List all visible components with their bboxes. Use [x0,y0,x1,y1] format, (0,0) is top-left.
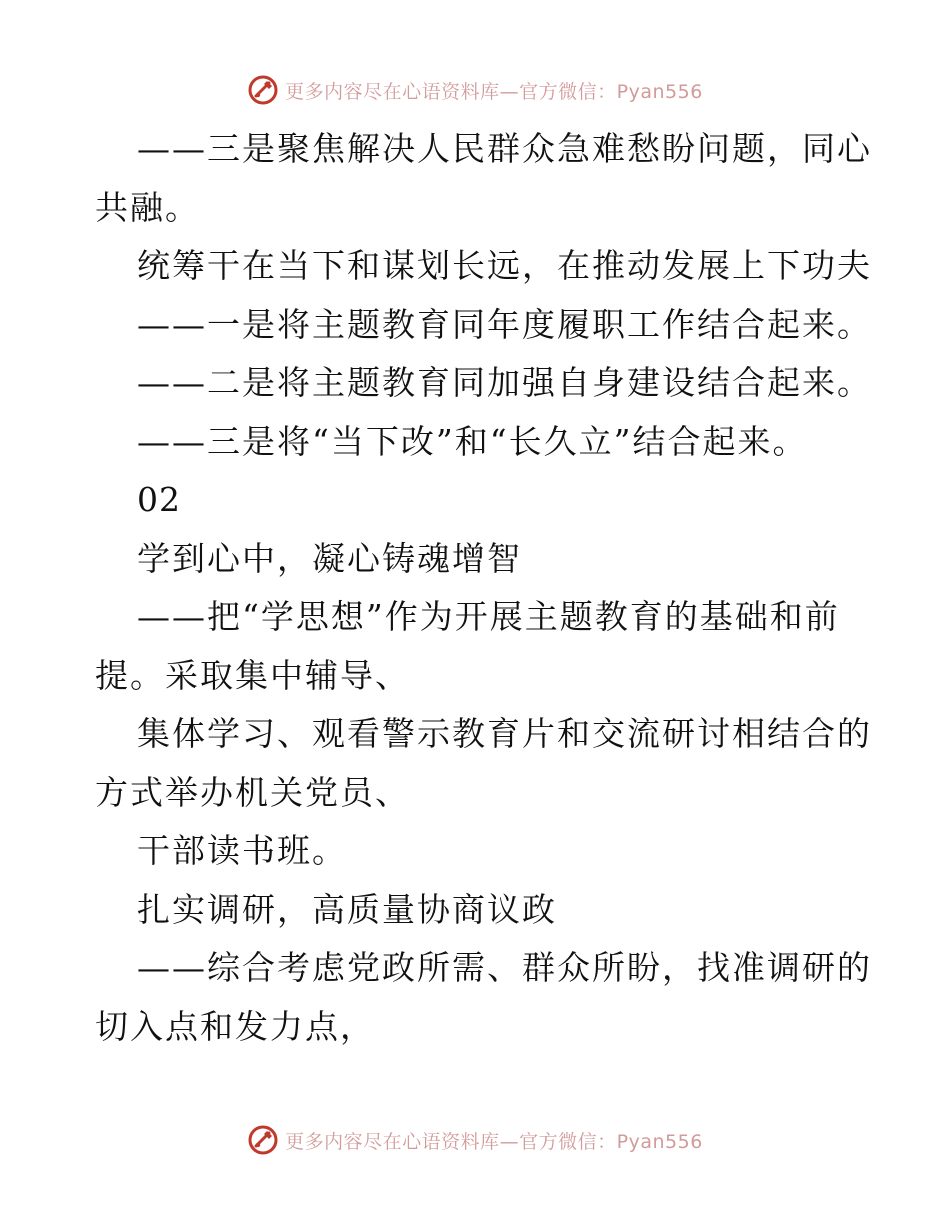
footer-watermark-banner [0,1120,950,1160]
text-line: 共融。 [95,187,200,227]
text-line: ——把“学思想”作为开展主题教育的基础和前 [137,597,840,636]
header-watermark-banner [0,70,950,110]
watermark-text: 更多内容尽在心语资料库—官方微信：Pyan556 [285,80,703,103]
text-line: 方式举办机关党员、 [95,772,410,812]
text-line: 干部读书班。 [137,831,347,870]
section-heading: 学到心中，凝心铸魂增智 [137,538,522,578]
watermark-text: 更多内容尽在心语资料库—官方微信：Pyan556 [285,1130,703,1153]
text-line: ——三是聚焦解决人民群众急难愁盼问题，同心 [137,129,872,168]
text-line: ——一是将主题教育同年度履职工作结合起来。 [137,304,872,344]
text-line: 提。采取集中辅导、 [95,655,410,695]
text-line: 集体学习、观看警示教育片和交流研讨相结合的 [137,714,872,753]
section-number: 02 [137,480,181,519]
text-line: ——三是将“当下改”和“长久立”结合起来。 [137,421,808,461]
document-body [95,120,872,1056]
text-line: ——二是将主题教育同加强自身建设结合起来。 [137,363,872,402]
brand-logo-icon [247,74,279,106]
text-line: 扎实调研，高质量协商议政 [137,889,557,929]
text-line: 切入点和发力点， [95,1006,375,1046]
brand-logo-icon [247,1124,279,1156]
text-line: ——综合考虑党政所需、群众所盼，找准调研的 [137,948,872,987]
text-line: 统筹干在当下和谋划长远，在推动发展上下功夫 [137,246,872,285]
